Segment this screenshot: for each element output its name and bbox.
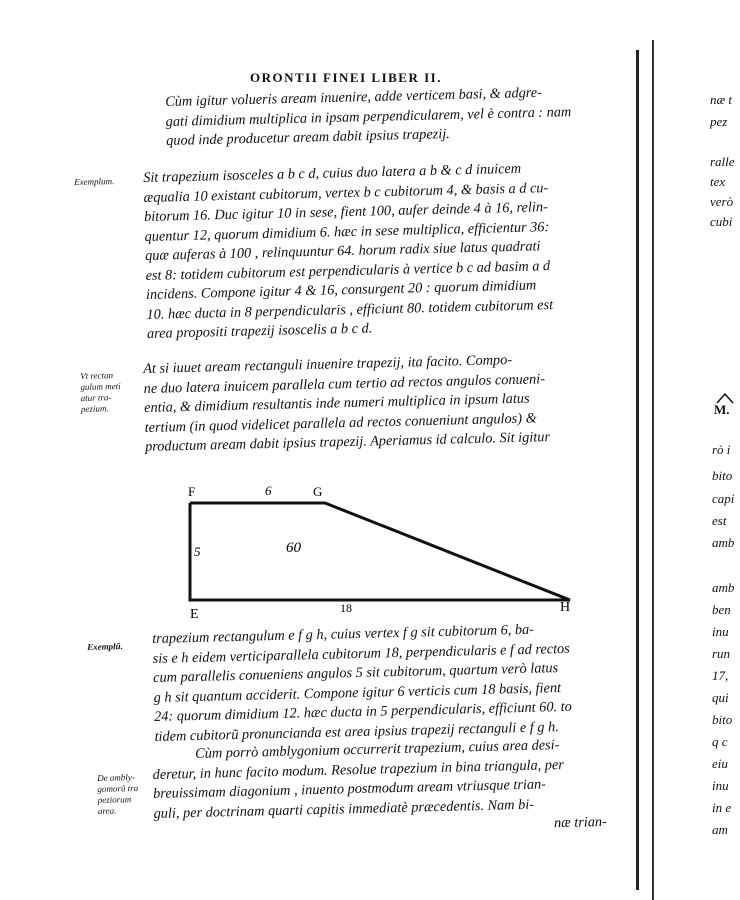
paragraph-2: [143, 159, 554, 344]
label-g: G: [313, 484, 323, 499]
margin-note-line: Exemplũ.: [87, 641, 123, 652]
facing-fragment: ralle: [710, 154, 735, 169]
margin-note-line: atur tra-: [80, 392, 112, 403]
margin-note-line: gomorũ tra: [97, 783, 139, 794]
text-line: cum parallelis conueniens angulos 5 sit cubitorum, quartum verò latus: [152, 660, 559, 686]
facing-fragment: 17,: [712, 668, 729, 683]
facing-fragment: amb: [712, 535, 735, 550]
text-line: entia, & dimidium resultantis inde numeri multiplica in ipsum latus: [143, 390, 530, 416]
text-line: Cùm porrò amblygonium occurrerit trapezium, cuius area desi-: [195, 737, 560, 762]
facing-triangle-glyph: [716, 392, 734, 404]
facing-fragment: inu: [712, 624, 729, 639]
facing-fragment: cubi: [710, 214, 733, 229]
facing-fragment: est: [712, 513, 727, 528]
side-top-value: 6: [265, 483, 272, 498]
facing-fragment: am: [712, 822, 728, 837]
text-line: tertium (in quod videlicet parallela ad rectos conueniunt angulos) &: [144, 409, 537, 436]
text-line: Cùm igitur volueris aream inuenire, adde verticem basi, & adgre-: [165, 84, 543, 110]
label-h: H: [560, 600, 571, 615]
facing-fragment: bito: [712, 712, 733, 727]
text-line: gati dimidium multiplica in ipsam perpendicularem, vel è contra : nam: [165, 103, 572, 130]
text-line: At si iuuet aream rectanguli inuenire trapezij, ita facito. Compo-: [143, 351, 513, 377]
facing-fragment: verò: [710, 194, 734, 209]
trapezium-outline: [190, 503, 570, 600]
facing-fragment: run: [712, 646, 731, 661]
margin-note-line: De ambly-: [97, 772, 135, 783]
facing-fragment: inu: [712, 778, 729, 793]
facing-fragment: tex: [710, 174, 726, 189]
facing-fragment: pez: [710, 114, 728, 129]
text-line: guli, per doctrinam quarti capitis immediatè præcedentis. Nam bi-: [153, 796, 535, 822]
text-line: tidem cubitorũ pronuncianda est area ipsius trapezij rectanguli e f g h.: [154, 718, 559, 745]
text-line: breuissimam diagonium , inuento postmodum aream vtriusque trian-: [152, 776, 547, 802]
margin-note-line: area.: [97, 805, 117, 816]
text-line: quæ auferas à 100 , relinquuntur 64. horum radix siue latus quadrati: [144, 238, 541, 264]
facing-fragment: q c: [712, 734, 728, 749]
text-line: trapezium rectangulum e f g h, cuius vertex f g sit cubitorum 6, ba-: [152, 621, 535, 647]
facing-fragment: næ t: [710, 92, 733, 107]
text-line: næ trian-: [553, 813, 608, 832]
margin-note-line: pezium.: [80, 403, 109, 414]
text-line: quentur 12, quorum dimidium 6. hæc in sese multiplica, efficientur 36:: [144, 218, 550, 245]
paragraph-5: [152, 735, 607, 844]
text-line: 24: quorum dimidium 12. hæc ducta in 5 perpendicularis, efficiunt 60. to: [153, 698, 572, 725]
facing-fragment: amb: [712, 580, 735, 595]
text-line: deretur, in hunc facito modum. Resolue trapezium in bina triangula, per: [152, 756, 565, 783]
text-line: g h sit quantum acciderit. Compone igitur 6 verticis cum 18 basis, fient: [153, 679, 562, 706]
margin-note-line: Exemplum.: [74, 176, 115, 187]
text-line: bitorum 16. Duc igitur 10 in sese, fient 100, aufer deinde 4 à 16, relin-: [143, 199, 548, 225]
trapezium-figure: [180, 480, 600, 620]
facing-fragment: M.: [714, 402, 730, 417]
margin-note-exemplum-2: [87, 641, 123, 653]
facing-fragment: rò i: [712, 442, 731, 457]
paragraph-3: [143, 350, 550, 457]
margin-note-line: Vt rectan: [80, 370, 114, 381]
side-left-value: 5: [194, 544, 201, 559]
area-value: 60: [286, 540, 301, 556]
page-edge: [652, 40, 654, 900]
facing-fragment: eiu: [712, 756, 728, 771]
text-line: ne duo latera inuicem parallela cum tertio ad rectos angulos conueni-: [143, 370, 546, 397]
text-line: sis e h eidem verticiparallela cubitorum 18, perpendicularis e f ad rectos: [152, 640, 570, 667]
side-bottom-value: 18: [340, 601, 352, 615]
facing-fragment: in e: [712, 800, 732, 815]
running-header: ORONTII FINEI LIBER II.: [250, 70, 442, 85]
text-line: area propositi trapezij isoscelis a b c d.: [146, 320, 373, 342]
facing-fragment: ben: [712, 602, 731, 617]
text-line: æqualia 10 existant cubitorum, vertex b c cubitorum 4, & basis a d cu-: [143, 179, 549, 206]
paragraph-1: [165, 83, 572, 151]
facing-fragment: capi: [712, 491, 735, 506]
facing-fragment: qui: [712, 690, 729, 705]
margin-note-line: gulum meti: [80, 381, 121, 392]
margin-note-rectangulum: [80, 370, 121, 415]
text-line: Sit trapezium isosceles a b c d, cuius duo latera a b & c d inuicem: [143, 160, 522, 186]
text-line: incidens. Compone igitur 4 & 16, consurgent 20 : quorum dimidium: [145, 277, 537, 303]
facing-fragment: bito: [712, 468, 733, 483]
text-line: quod inde producetur aream dabit ipsius trapezij.: [165, 126, 450, 149]
margin-note-amblygonium: [97, 772, 139, 817]
text-line: 10. hæc ducta in 8 perpendicularis , efficiunt 80. totidem cubitorum est: [146, 296, 554, 323]
page-gutter: [636, 50, 639, 890]
margin-note-exemplum: [74, 176, 115, 188]
label-f: F: [188, 484, 196, 499]
label-e: E: [190, 607, 199, 620]
margin-note-line: peziorum: [97, 794, 132, 805]
text-line: est 8: totidem cubitorum est perpendicularis à vertice b c ad basim a d: [145, 257, 551, 284]
paragraph-4: [152, 620, 572, 747]
text-line: productum aream dabit ipsius trapezij. Aperiamus id calculo. Sit igitur: [144, 429, 551, 455]
